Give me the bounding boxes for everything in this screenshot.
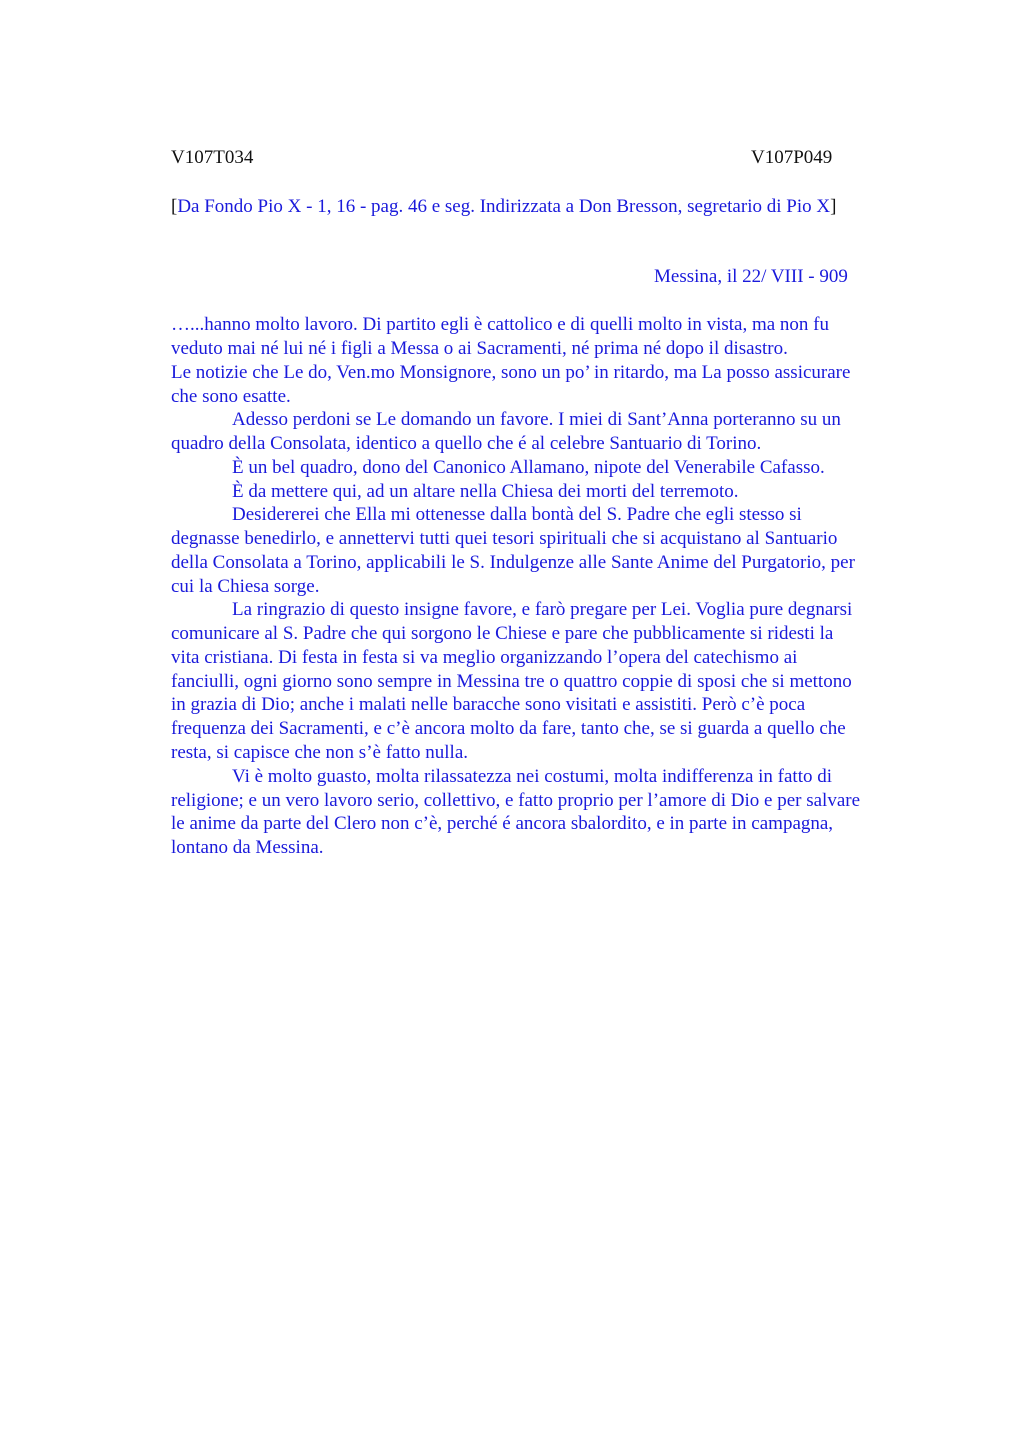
body-line: Vi è molto guasto, molta rilassatezza nei costumi, molta indifferenza in fatto di bbox=[232, 766, 833, 787]
body-line: cui la Chiesa sorge. bbox=[171, 576, 320, 597]
source-note-text: Da Fondo Pio X - 1, 16 - pag. 46 e seg. Indirizzata a Don Bresson, segretario di Pio X bbox=[177, 196, 831, 217]
dateline: Messina, il 22/ VIII - 909 bbox=[654, 266, 848, 287]
body-line: Desidererei che Ella mi ottenesse dalla bontà del S. Padre che egli stesso si bbox=[232, 504, 802, 525]
body-line: vita cristiana. Di festa in festa si va meglio organizzando l’opera del catechismo ai bbox=[171, 647, 798, 668]
body-line: veduto mai né lui né i figli a Messa o ai Sacramenti, né prima né dopo il disastro. bbox=[171, 338, 788, 359]
body-line: Le notizie che Le do, Ven.mo Monsignore, sono un po’ in ritardo, ma La posso assicurare bbox=[171, 362, 851, 383]
document-code-left: V107T034 bbox=[171, 147, 254, 168]
body-line: che sono esatte. bbox=[171, 386, 291, 407]
body-line: degnasse benedirlo, e annettervi tutti quei tesori spirituali che si acquistano al Santuario bbox=[171, 528, 838, 549]
source-note bbox=[171, 195, 836, 219]
body-line: della Consolata a Torino, applicabili le S. Indulgenze alle Sante Anime del Purgatorio, per bbox=[171, 552, 855, 573]
body-line: comunicare al S. Padre che qui sorgono le Chiese e pare che pubblicamente si ridesti la bbox=[171, 623, 834, 644]
body-line: resta, si capisce che non s’è fatto nulla. bbox=[171, 742, 469, 763]
page-code-right: V107P049 bbox=[751, 147, 833, 168]
body-line: le anime da parte del Clero non c’è, perché é ancora sbalordito, e in parte in campagna, bbox=[171, 813, 834, 834]
body-line: …...hanno molto lavoro. Di partito egli è cattolico e di quelli molto in vista, ma non fu bbox=[171, 314, 830, 335]
source-note-open-bracket: [ bbox=[171, 196, 178, 217]
body-line: fanciulli, ogni giorno sono sempre in Messina tre o quattro coppie di sposi che si mettono bbox=[171, 671, 852, 692]
body-line: La ringrazio di questo insigne favore, e farò pregare per Lei. Voglia pure degnarsi bbox=[232, 599, 853, 620]
body-line: quadro della Consolata, identico a quello che é al celebre Santuario di Torino. bbox=[171, 433, 762, 454]
body-line: frequenza dei Sacramenti, e c’è ancora molto da fare, tanto che, se si guarda a quello che bbox=[171, 718, 846, 739]
body-line: Adesso perdoni se Le domando un favore. I miei di Sant’Anna porteranno su un bbox=[232, 409, 841, 430]
body-line: in grazia di Dio; anche i malati nelle baracche sono visitati e assistiti. Però c’è poca bbox=[171, 694, 806, 715]
body-line: È un bel quadro, dono del Canonico Allamano, nipote del Venerabile Cafasso. bbox=[232, 457, 825, 478]
body-line: religione; e un vero lavoro serio, collettivo, e fatto proprio per l’amore di Dio e per salvare bbox=[171, 790, 861, 811]
body-line: lontano da Messina. bbox=[171, 837, 324, 858]
source-note-close-bracket: ] bbox=[830, 196, 837, 217]
body-line: È da mettere qui, ad un altare nella Chiesa dei morti del terremoto. bbox=[232, 481, 739, 502]
